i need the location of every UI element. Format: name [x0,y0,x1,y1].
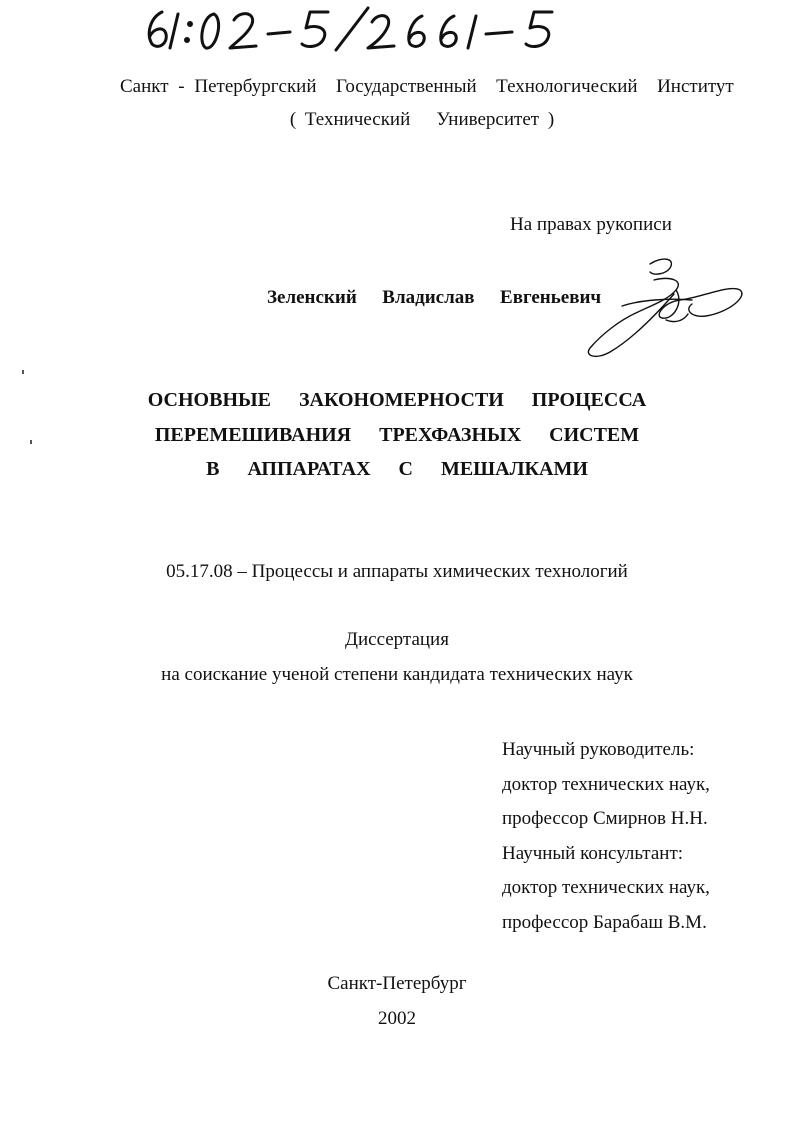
supervisor-line: профессор Смирнов Н.Н. [502,808,708,829]
dissertation-title-line-2: ПЕРЕМЕШИВАНИЯ ТРЕХФАЗНЫХ СИСТЕМ [154,424,640,446]
dissertation-title-line-3: В АППАРАТАХ С МЕШАЛКАМИ [206,458,588,480]
manuscript-rights-note: На правах рукописи [510,214,672,235]
supervisor-line: Научный руководитель: [502,739,695,760]
supervisor-line: профессор Барабаш В.М. [502,911,707,933]
specialty-code: 05.17.08 – Процессы и аппараты химических технологий [166,561,628,582]
archive-code-handwritten [140,4,560,52]
year: 2002 [378,1008,416,1029]
degree-statement: на соискание ученой степени кандидата технических наук [161,664,633,685]
institute-name: Санкт - Петербургский Государственный Технологический Институт [120,76,734,97]
document-type: Диссертация [345,629,449,650]
supervisors-block [502,733,710,940]
supervisor-line: доктор технических наук, [502,877,710,898]
dissertation-title-line-1: ОСНОВНЫЕ ЗАКОНОМЕРНОСТИ ПРОЦЕССА [147,389,647,411]
scan-speck [22,370,24,374]
supervisor-line: доктор технических наук, [502,773,710,795]
author-name: Зеленский Владислав Евгеньевич [267,287,602,308]
university-name: ( Технический Университет ) [289,109,555,130]
scan-speck [30,440,32,444]
author-signature [580,250,750,365]
supervisor-line: Научный консультант: [502,842,684,864]
city: Санкт-Петербург [327,973,467,994]
